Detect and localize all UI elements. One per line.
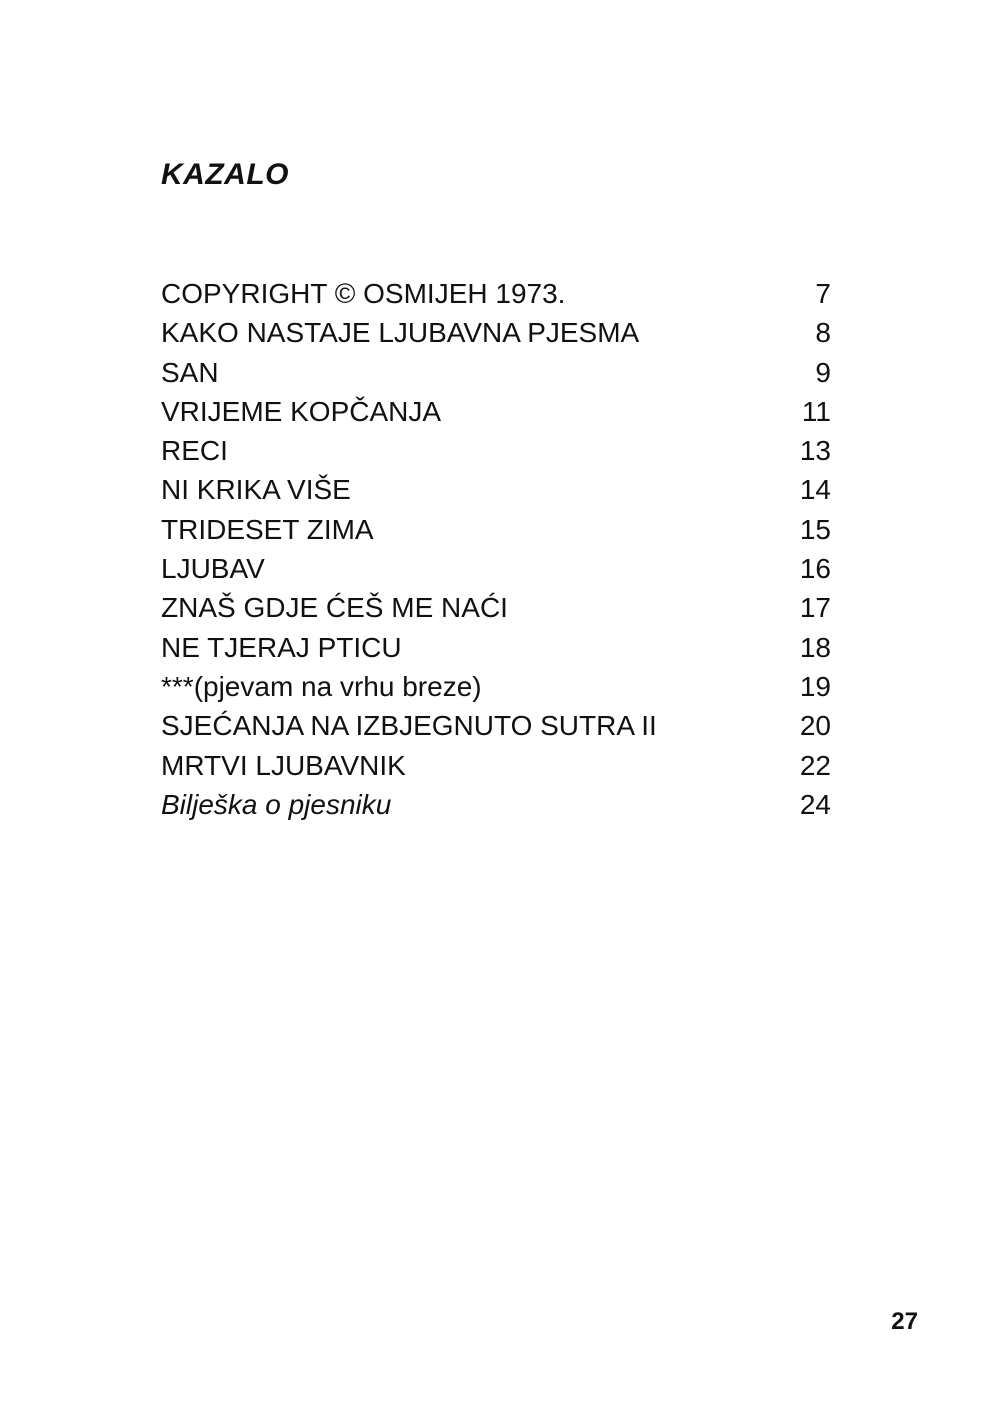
- toc-entry-page: 22: [799, 749, 831, 781]
- page-title: KAZALO: [161, 158, 289, 191]
- toc-entry-title: MRTVI LJUBAVNIK: [161, 749, 406, 781]
- toc-entry: [161, 353, 831, 392]
- toc-entry-title: SJEĆANJA NA IZBJEGNUTO SUTRA II: [161, 710, 657, 742]
- toc-entry-page: 19: [799, 670, 831, 702]
- toc-entry: [161, 392, 831, 431]
- toc-entry: [161, 746, 831, 785]
- toc-entry-page: 14: [799, 474, 831, 506]
- toc-entry-title: VRIJEME KOPČANJA: [161, 395, 442, 427]
- toc-entry: [161, 785, 831, 824]
- toc-entry-title: SAN: [161, 356, 219, 388]
- toc-entry-page: 8: [815, 317, 831, 349]
- toc-entry-page: 13: [799, 435, 831, 467]
- toc-entry-page: 15: [799, 513, 831, 545]
- toc-entry: [161, 667, 831, 706]
- toc-entry-title: NE TJERAJ PTICU: [161, 631, 402, 663]
- toc-entry: [161, 274, 831, 313]
- toc-entry: [161, 510, 831, 549]
- toc-entry: [161, 588, 831, 627]
- toc-entry-title: ZNAŠ GDJE ĆEŠ ME NAĆI: [161, 592, 508, 624]
- toc-entry: [161, 431, 831, 470]
- toc-entry-page: 20: [799, 710, 831, 742]
- toc-entry-title: RECI: [161, 435, 228, 467]
- toc-entry-title: NI KRIKA VIŠE: [161, 474, 351, 506]
- toc-entry-title: LJUBAV: [161, 553, 265, 585]
- toc-entry: [161, 706, 831, 745]
- toc-entry-title: KAKO NASTAJE LJUBAVNA PJESMA: [161, 317, 640, 349]
- toc-entry: [161, 470, 831, 509]
- toc-entry: [161, 549, 831, 588]
- toc-entry-page: 11: [801, 395, 831, 427]
- toc-entry-title: TRIDESET ZIMA: [161, 513, 374, 545]
- toc-entry-title: Bilješka o pjesniku: [161, 788, 392, 820]
- page-number: 27: [891, 1308, 918, 1335]
- toc-entry-page: 18: [799, 631, 831, 663]
- toc-entry-page: 16: [799, 553, 831, 585]
- toc-entry-page: 24: [799, 788, 831, 820]
- toc-entry: [161, 313, 831, 352]
- toc-entry-page: 7: [815, 278, 831, 309]
- toc-entry-title: ***(pjevam na vrhu breze): [161, 670, 482, 702]
- table-of-contents: [161, 274, 831, 824]
- toc-entry-title: COPYRIGHT © OSMIJEH 1973.: [161, 278, 566, 309]
- toc-entry: [161, 628, 831, 667]
- toc-entry-page: 17: [799, 592, 831, 624]
- toc-entry-page: 9: [815, 356, 831, 388]
